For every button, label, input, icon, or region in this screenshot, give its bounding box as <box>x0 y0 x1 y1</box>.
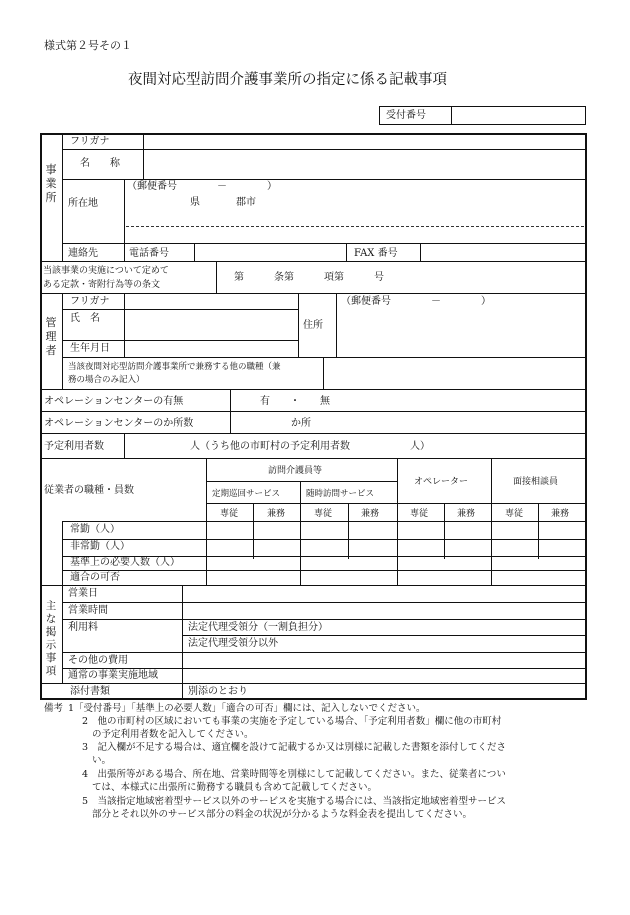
form-number: 様式第２号その１ <box>44 39 132 52</box>
business-days-field[interactable] <box>184 587 584 600</box>
ondemand-fulltime-header: 専従 <box>314 509 333 519</box>
note-item-3: 3 記入欄が不足する場合は、適宜欄を設けて記載するか又は別様に記載した書類を添付してくださ <box>82 742 507 753</box>
manager-concurrent-line1: 当該夜間対応型訪問介護事業所で兼務する他の職種（兼 <box>68 362 281 372</box>
note-item-1: 1「受付番号」「基準上の必要人数」「適合の可否」欄には、記入しないでください。 <box>68 703 426 714</box>
business-hours-field[interactable] <box>184 604 584 617</box>
fee-other-label: 法定代理受領分以外 <box>188 638 278 649</box>
posted-other-costs: その他の費用 <box>68 655 128 666</box>
attachments-label: 添付書類 <box>70 686 110 697</box>
office-furigana-label: フリガナ <box>70 136 110 147</box>
office-prefecture: 県 <box>190 197 200 208</box>
note-item-2: 2 他の市町村の区域においても事業の実施を予定している場合、「予定利用者数」欄に他の市町村 <box>82 716 502 727</box>
operation-center-count-label: オペレーションセンターのか所数 <box>44 418 194 429</box>
note-item-4-cont: ては、本様式に出張所に勤務する職員も含めて記載してください。 <box>92 782 378 793</box>
notes-label: 備考 <box>44 703 64 714</box>
attachments-value: 別添のとおり <box>188 686 248 697</box>
service-area-field[interactable] <box>184 670 584 682</box>
posted-business-days: 営業日 <box>68 588 98 599</box>
note-item-2-cont: の予定利用者数を記入してください。 <box>92 729 254 740</box>
office-name-field[interactable] <box>145 151 583 178</box>
staff-interviewer-header: 面接相談員 <box>513 477 559 487</box>
office-postal: （郵便番号 － ） <box>127 181 277 192</box>
articles-value[interactable]: 第 条第 項第 号 <box>234 272 384 283</box>
staff-visiting-header: 訪問介護員等 <box>268 466 323 476</box>
posted-service-area: 通常の事業実施地域 <box>68 670 158 681</box>
other-costs-field[interactable] <box>184 654 584 667</box>
staff-row-compliance: 適合の可否 <box>70 572 120 583</box>
operation-center-existence-value[interactable]: 有 ・ 無 <box>260 396 330 407</box>
staff-count-fields[interactable] <box>208 523 583 555</box>
manager-birthdate-label: 生年月日 <box>70 343 110 354</box>
operation-center-existence-label: オペレーションセンターの有無 <box>44 396 184 407</box>
reception-label: 受付番号 <box>386 110 426 121</box>
office-city: 郡市 <box>236 197 256 208</box>
periodic-concurrent-header: 兼務 <box>267 509 286 519</box>
page-title: 夜間対応型訪問介護事業所の指定に係る記載事項 <box>128 72 447 88</box>
ondemand-concurrent-header: 兼務 <box>361 509 380 519</box>
periodic-fulltime-header: 専従 <box>220 509 239 519</box>
staff-ondemand-header: 随時訪問サービス <box>306 489 375 499</box>
posted-business-hours: 営業時間 <box>68 605 108 616</box>
staff-row-parttime: 非常勤（人） <box>70 541 130 552</box>
manager-birthdate-field[interactable] <box>126 342 296 356</box>
staff-operator-header: オペレーター <box>414 477 469 487</box>
interviewer-fulltime-header: 専従 <box>505 509 524 519</box>
office-phone-label: 電話番号 <box>129 248 169 259</box>
office-address-label: 所在地 <box>68 198 98 209</box>
operation-center-count-unit: か所 <box>291 418 311 429</box>
staff-row-fulltime: 常勤（人） <box>70 524 120 535</box>
note-item-5-cont: 部分とそれ以外のサービス部分の料金の状況が分かるような料金表を提出してください。 <box>92 809 473 820</box>
office-section-label: 事業所 <box>45 163 57 204</box>
manager-address-field[interactable] <box>338 310 583 355</box>
manager-name-label: 氏 名 <box>70 313 100 324</box>
interviewer-concurrent-header: 兼務 <box>551 509 570 519</box>
posted-fees: 利用料 <box>68 622 98 633</box>
users-label: 予定利用者数 <box>44 441 104 452</box>
note-item-4: 4 出張所等がある場合、所在地、営業時間等を別様にして記載してください。また、従業者につい <box>82 769 506 780</box>
reception-number-field[interactable] <box>453 108 583 123</box>
office-name-label: 名 称 <box>80 158 120 169</box>
note-item-5: 5 当該指定地域密着型サービス以外のサービスを実施する場合には、当該指定地域密着型サービス <box>82 796 507 807</box>
posted-section-label: 主な掲示事項 <box>45 600 57 677</box>
manager-furigana-label: フリガナ <box>70 296 110 307</box>
manager-address-label: 住所 <box>303 320 323 331</box>
office-phone-field[interactable] <box>196 245 345 259</box>
manager-concurrent-line2: 務の場合のみ記入） <box>68 375 145 385</box>
fee-proxy-label: 法定代理受領分（一割負担分） <box>188 622 328 633</box>
users-value[interactable]: 人（うち他の市町村の予定利用者数 人） <box>190 441 430 452</box>
articles-label-line1: 当該事業の実施について定めて <box>43 266 169 276</box>
staff-label: 従業者の職種・員数 <box>44 485 134 496</box>
operator-concurrent-header: 兼務 <box>457 509 476 519</box>
manager-concurrent-field[interactable] <box>325 359 583 387</box>
articles-label-line2: ある定款・寄附行為等の条文 <box>43 280 161 290</box>
office-contact-label: 連絡先 <box>68 248 98 259</box>
office-address-field[interactable] <box>126 228 584 242</box>
operator-fulltime-header: 専従 <box>410 509 429 519</box>
manager-section-label: 管理者 <box>45 316 57 357</box>
office-furigana-field[interactable] <box>145 135 583 148</box>
office-fax-label: FAX 番号 <box>354 248 398 259</box>
manager-postal: （郵便番号 － ） <box>341 296 491 307</box>
staff-periodic-header: 定期巡回サービス <box>212 489 281 499</box>
manager-name-field[interactable] <box>126 311 296 339</box>
note-item-3-cont: い。 <box>92 755 112 766</box>
staff-row-required: 基準上の必要人数（人） <box>70 557 180 568</box>
manager-furigana-field[interactable] <box>126 295 296 308</box>
office-fax-field[interactable] <box>422 245 582 259</box>
